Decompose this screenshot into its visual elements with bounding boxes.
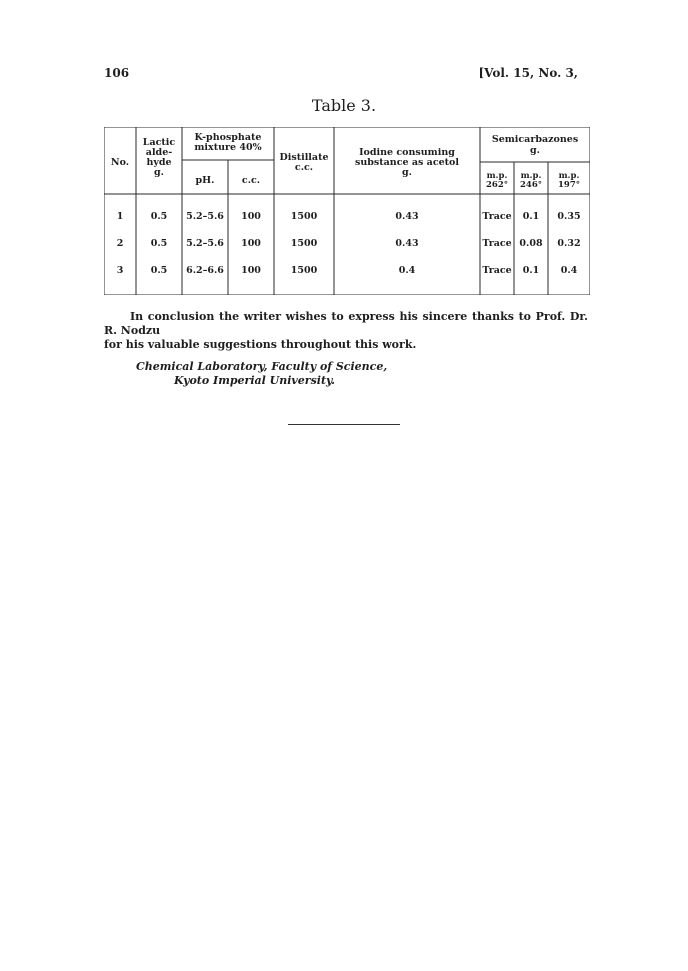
table-cell: 100 [241,238,261,249]
header-kphos: mixture 40% [194,142,262,153]
table-cell: 0.4 [398,265,416,276]
header-no: No. [110,157,130,168]
affiliation [136,360,387,388]
table-cell: 0.1 [522,265,540,276]
header-kphos: K-phosphate [194,132,262,143]
table-cell: Trace [482,211,512,222]
header-cc: c.c. [241,175,261,186]
table-cell: 100 [241,265,261,276]
table-cell: 0.5 [150,238,168,249]
table-cell: 5.2–5.6 [186,238,224,249]
table-cell: 1500 [290,211,318,222]
table-cell: 6.2–6.6 [186,265,224,276]
table-cell: 0.08 [519,238,543,249]
table-cell: 0.32 [557,238,581,249]
affiliation-line-1: Chemical Laboratory, Faculty of Science, [136,360,388,373]
header-lactic: g. [154,167,164,178]
affiliation-line-2: Kyoto Imperial University. [174,374,335,387]
header-iodine: substance as acetol [355,157,459,168]
header-lactic: hyde [146,157,172,168]
page-number: 106 [104,66,130,80]
table-cell: 0.5 [150,265,168,276]
header-ph: pH. [195,175,215,186]
table-cell: Trace [482,238,512,249]
volume-info: [Vol. 15, No. 3, [478,66,578,80]
header-lactic: Lactic [142,137,176,148]
header-iodine: g. [402,167,412,178]
table-cell: 0.35 [557,211,581,222]
table-cell: 0.5 [150,211,168,222]
closing-rule [288,424,400,425]
acknowledgement-paragraph [104,310,588,352]
data-table [104,127,590,295]
header-distillate: Distillate [279,152,329,163]
table-cell: 100 [241,211,261,222]
header-iodine: Iodine consuming [359,147,455,158]
header-mp-temp: 197° [558,180,580,190]
table-cell: 2 [116,238,124,249]
table-cell: 1 [116,211,124,222]
table-cell: 0.43 [395,238,419,249]
table-cell: 5.2–5.6 [186,211,224,222]
table-cell: Trace [482,265,512,276]
table-cell: 0.4 [560,265,578,276]
table-cell: 0.43 [395,211,419,222]
header-distillate: c.c. [294,162,314,173]
header-mp-label: m.p. [486,171,508,181]
table-cell: 1500 [290,265,318,276]
table-cell: 0.1 [522,211,540,222]
paragraph-line-2: for his valuable suggestions throughout this work. [104,338,417,351]
header-mp-label: m.p. [520,171,542,181]
paragraph-line-1: In conclusion the writer wishes to express his sincere thanks to Prof. Dr. R. Nodzu [104,310,588,337]
header-mp-temp: 246° [520,180,542,190]
header-semicarbazones: Semicarbazones [491,134,579,145]
table-cell: 1500 [290,238,318,249]
table-title: Table 3. [311,96,377,115]
header-semicarbazones: g. [530,145,540,156]
table-cell: 3 [116,265,124,276]
table-grid [104,127,590,295]
header-mp-temp: 262° [486,180,508,190]
header-lactic: alde- [145,147,173,158]
header-mp-label: m.p. [558,171,580,181]
